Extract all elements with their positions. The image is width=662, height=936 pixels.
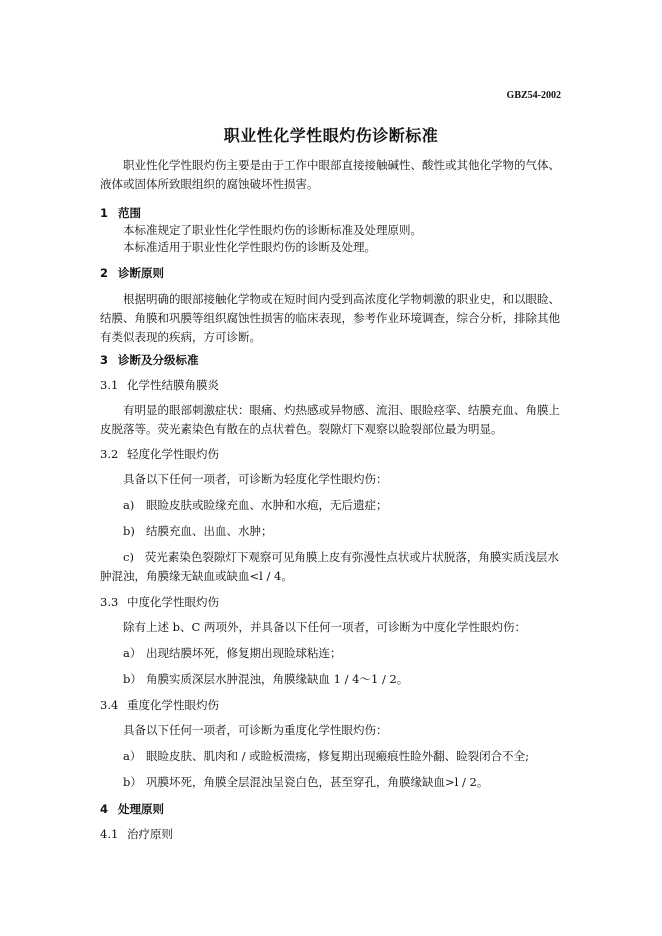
list-text: 出现结膜坏死，修复期出现睑球粘连； <box>146 646 342 660</box>
subsection-3-1-paragraph: 有明显的眼部刺激症状：眼痛、灼热感或异物感、流泪、眼睑痉挛、结膜充血、角膜上皮脱落等。荧光素染色有散在的点状着色。裂隙灯下观察以睑裂部位最为明显。 <box>100 403 560 436</box>
subsection-title: 治疗原则 <box>127 827 173 841</box>
section-number: 3 <box>100 353 109 367</box>
section-2-heading <box>100 265 164 281</box>
section-3-heading <box>100 352 199 368</box>
list-marker: b） <box>123 672 142 686</box>
subsection-3-3-heading <box>100 594 219 610</box>
list-item-3-3-b <box>123 671 408 687</box>
document-code: GBZ54-2002 <box>506 90 561 101</box>
list-marker: b） <box>123 775 142 789</box>
section-2-paragraph: 根据明确的眼部接触化学物或在短时间内受到高浓度化学物刺激的职业史，和以眼睑、结膜、角膜和巩膜等组织腐蚀性损害的临床表现，参考作业环境调查，综合分析，排除其他有类似表现的疾病，方可诊断。 <box>100 292 560 344</box>
subsection-title: 中度化学性眼灼伤 <box>127 595 219 609</box>
section-title: 处理原则 <box>118 802 164 816</box>
section-1-heading <box>100 205 141 221</box>
list-item-3-3-a <box>123 645 342 661</box>
list-marker: c) <box>123 550 134 564</box>
list-text: 眼睑皮肤、肌肉和 / 或睑板溃疡，修复期出现瘢痕性睑外翻、睑裂闭合不全; <box>146 749 530 763</box>
subsection-3-4-lead: 具备以下任何一项者，可诊断为重度化学性眼灼伤： <box>123 723 388 737</box>
list-item-3-4-a <box>123 748 529 764</box>
list-marker: a） <box>123 646 142 660</box>
list-text: 荧光素染色裂隙灯下观察可见角膜上皮有弥漫性点状或片状脱落，角膜实质浅层水肿混浊，角膜缘无缺血或缺血<l / 4。 <box>100 550 559 583</box>
list-item-3-2-c <box>100 548 563 586</box>
list-text: 角膜实质深层水肿混浊，角膜缘缺血 1 / 4～1 / 2。 <box>146 672 409 686</box>
subsection-number: 3.4 <box>100 698 119 712</box>
subsection-number: 4.1 <box>100 827 119 841</box>
subsection-4-1-heading <box>100 826 173 842</box>
subsection-3-2-heading <box>100 446 219 462</box>
section-number: 4 <box>100 802 109 816</box>
list-marker: a） <box>123 749 142 763</box>
section-1-line-1: 本标准规定了职业性化学性眼灼伤的诊断标准及处理原则。 <box>123 223 422 237</box>
subsection-3-2-lead: 具备以下任何一项者，可诊断为轻度化学性眼灼伤： <box>123 472 388 486</box>
list-text: 巩膜坏死，角膜全层混浊呈瓷白色，甚至穿孔，角膜缘缺血>l / 2。 <box>146 775 489 789</box>
list-item-3-2-a <box>123 497 388 513</box>
section-1-line-2: 本标准适用于职业性化学性眼灼伤的诊断及处理。 <box>123 240 376 254</box>
section-title: 范围 <box>118 206 141 220</box>
subsection-number: 3.2 <box>100 447 119 461</box>
subsection-title: 重度化学性眼灼伤 <box>127 698 219 712</box>
intro-paragraph: 职业性化学性眼灼伤主要是由于工作中眼部直接接触碱性、酸性或其他化学物的气体、液体或固体所致眼组织的腐蚀破坏性损害。 <box>100 158 560 191</box>
section-number: 1 <box>100 206 109 220</box>
list-item-3-2-b <box>123 523 273 539</box>
subsection-number: 3.1 <box>100 378 119 392</box>
document-title: 职业性化学性眼灼伤诊断标准 <box>223 126 439 145</box>
section-title: 诊断原则 <box>118 266 164 280</box>
subsection-3-4-heading <box>100 697 219 713</box>
section-title: 诊断及分级标准 <box>118 353 199 367</box>
section-number: 2 <box>100 266 109 280</box>
list-marker: b) <box>123 524 135 538</box>
subsection-title: 轻度化学性眼灼伤 <box>127 447 219 461</box>
section-4-heading <box>100 801 164 817</box>
list-text: 结膜充血、出血、水肿； <box>146 524 273 538</box>
list-item-3-4-b <box>123 774 488 790</box>
list-text: 眼睑皮肤或睑缘充血、水肿和水疱，无后遗症； <box>146 498 388 512</box>
subsection-title: 化学性结膜角膜炎 <box>127 378 219 392</box>
list-marker: a) <box>123 498 135 512</box>
subsection-number: 3.3 <box>100 595 119 609</box>
subsection-3-3-lead: 除有上述 b、C 两项外，并具备以下任何一项者，可诊断为中度化学性眼灼伤： <box>123 620 526 634</box>
subsection-3-1-heading <box>100 377 219 393</box>
